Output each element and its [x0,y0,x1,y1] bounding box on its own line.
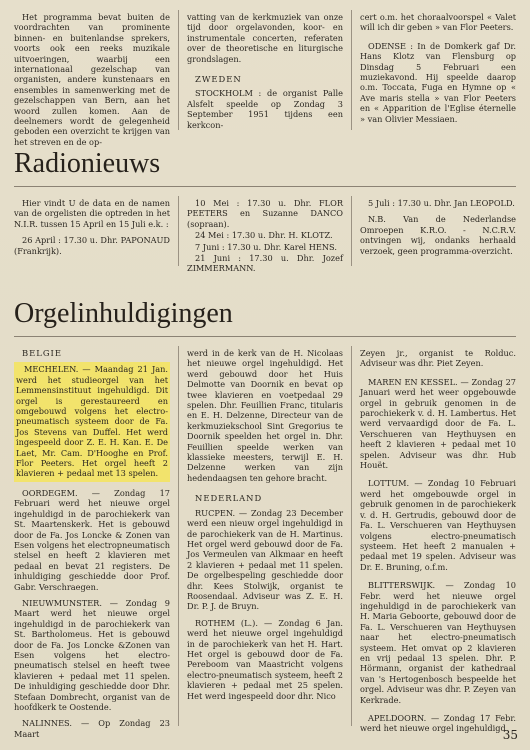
radio-column-2 [187,198,343,278]
radio-item: 24 Mei : 17.30 u. Dhr. H. KLOTZ. [195,230,333,241]
orgel-column-1 [14,348,170,743]
section-rule [14,186,516,187]
section-heading-radionieuws: Radionieuws [14,148,161,179]
top-column-2 [187,12,343,134]
orgel-entry: NALINNES. — Op Zondag 23 Maart [14,718,170,739]
radio-item: 7 Juni : 17.30 u. Dhr. Karel HENS. [195,241,337,252]
section-rule [14,336,516,337]
orgel-entry: MAREN EN KESSEL. — Zondag 27 Januari werd het weer opgebouwde orgel in gebruik genomen in de parochiekerk v. d. H. Lambertus. Het werd vervaardigd door de Fa. L. Verschueren van Heythuysen en heeft 2 klavieren + pedaal met 10 spelen. Adviseur was dhr. Hub Houët. [360,376,516,471]
country-heading-belgie: BELGIE [22,348,62,358]
highlighted-paragraph: MECHELEN. — Maandag 21 Jan. werd het studieorgel van het Lemmensinstituut ingehuldigd. Dit orgel is gerestaureerd en omgebouwd volgens het electro-pneumatisch systeem door de Fa. Jos Stevens van Duffel. Het werd ingespeeld door Z. E. H. Kan. E. De Laet, Mr. Cam. D'Hooghe en Prof. Flor Peeters. Het orgel heeft 2 klavieren + pedaal met 13 spelen. [14,362,170,481]
orgel-column-3 [360,348,516,738]
orgel-entry: LOTTUM. — Zondag 10 Februari werd het omgebouwde orgel in gebruik genomen in de parochiekerk v. d. H. Gertrudis, gebouwd door de Fa. L. Verschueren van Heythuysen volgens electro-pneumatisch systeem. Het heeft 2 manualen + pedaal met 19 spelen. Adviseur was Dr. E. Bruning, o.f.m. [360,478,516,572]
column-rule [351,346,352,726]
orgel-entry: OORDEGEM. — Zondag 17 Februari werd het nieuwe orgel ingehuldigd in de parochiekerk van St. Maartenskerk. Het is gebouwd door de Fa. Jos Loncke & Zonen van Esen volgens het electropneumatisch stelsel en heeft 2 klavieren met pedaal en bevat 21 registers. De inhuldiging geschiedde door Prof. Gabr. Verschraegen. [14,487,170,592]
top-column-1 [14,12,170,151]
radio-item: 10 Mei : 17.30 u. Dhr. FLOR PEETERS en Suzanne DANCO (sopraan). [187,198,343,229]
column-rule [178,10,179,130]
top-col2-paragraph-2: STOCKHOLM : de organist Palle Alsfelt speelde op Zondag 3 September 1951 tijdens een kerkcon- [187,88,343,130]
country-heading-zweden: ZWEDEN [195,74,242,85]
orgel-entry: BLITTERSWIJK. — Zondag 10 Febr. werd het nieuwe orgel ingehuldigd in de parochiekerk van H. Maria Geboorte, gebouwd door de Fa. L. Verschueren van Heythuysen naar het electro-pneumatisch systeem. Het omvat op 2 klavieren en vrij pedaal 13 spelen. Dhr. P. Hörmann, organist der kathedraal van 's Hertogenbosch bespeelde het orgel. Adviseur was dhr. P. Zeyen van Kerkrade. [360,580,516,705]
top-col3-paragraph: cert o.m. het choraalvoorspel « Valet will ich dir geben » van Flor Peeters. [360,12,516,33]
orgel-entry: RUCPEN. — Zondag 23 December werd een nieuw orgel ingehuldigd in de parochiekerk van de H. Martinus. Het orgel werd gebouwd door de Fa. Jos Vermeulen van Alkmaar en heeft 2 klavieren + pedaal met 11 spelen. De orgelbespeling geschiedde door dhr. Kees Stolwijk, organist te Roosendaal. Adviseur was Z. E. H. Dr. P. J. de Bruyn. [187,507,343,612]
section-heading-orgelinhuldigingen: Orgelinhuldigingen [14,298,233,329]
top-column-3 [360,12,516,128]
radio-item: 26 April : 17.30 u. Dhr. PAPONAUD (Frankrijk). [14,235,170,256]
radio-column-3 [360,198,516,260]
column-rule [351,196,352,266]
top-col3-paragraph-2: ODENSE : In de Domkerk gaf Dr. Hans Klotz van Flensburg op Dinsdag 5 Februari een muziekavond. Hij speelde daarop o.m. Toccata, Fuga en Hymne op « Ave maris stella » van Flor Peeters en « Apparition de l'Eglise éternelle » van Olivier Messiaen. [360,40,516,124]
top-col2-paragraph: vatting van de kerkmuziek van onze tijd door orgelavonden, koor- en instrumentale concerten, referaten over de theoretische en liturgische grondslagen. [187,12,343,64]
top-col1-paragraph: Het programma bevat buiten de voordrachten van prominente binnen- en buitenlandse sprekers, voorts ook een reeks muzikale uitvoeringen, waarbij een internationaal gezelschap van organisten, andere kunstenaars en ensembles in samenwerking met de gezelschappen van Bern, aan het woord zullen komen. Aan de deelnemers wordt de gelegenheid geboden een overzicht te krijgen van het streven en de op- [14,12,170,147]
page-number: 35 [502,728,518,742]
radio-note: N.B. Van de Nederlandse Omroepen K.R.O. - N.C.R.V. ontvingen wij, ondanks herhaald verzoek, geen programma-overzicht. [360,214,516,256]
radio-item: 21 Juni : 17.30 u. Dhr. Jozef ZIMMERMANN. [187,253,343,274]
orgel-entry: Zeyen jr., organist te Rolduc. Adviseur was dhr. Piet Zeyen. [360,348,516,369]
radio-column-1 [14,198,170,260]
country-heading-nederland: NEDERLAND [195,493,263,504]
orgel-entry: werd in de kerk van de H. Nicolaas het nieuwe orgel ingehuldigd. Het werd gebouwd door het Huis Delmotte van Doornik en bevat op twee klavieren en voetpedaal 29 spelen. Dhr. Feuillien Franc, titularis en E. H. Delzenne, Directeur van de kerkmuziekschool Sint Gregorius te Doornik speelden het orgel in. Dhr. Feuillien speelde werken van klassieke meesters, terwijl E. H. Delzenne werken van zijn hedendaagsen ten gehore bracht. [187,348,343,483]
orgel-column-2 [187,348,343,705]
radio-item: 5 Juli : 17.30 u. Dhr. Jan LEOPOLD. [368,198,515,208]
radio-intro: Hier vindt U de data en de namen van de orgelisten die optreden in het N.I.R. tussen 15 April en 15 Juli e.k. : [14,198,170,229]
orgel-entry: APELDOORN. — Zondag 17 Febr. werd het nieuwe orgel ingehuldigd [360,713,516,734]
orgel-entry: ROTHEM (L.). — Zondag 6 Jan. werd het nieuwe orgel ingehuldigd in de parochiekerk van het H. Hart. Het orgel is gebouwd door de Fa. Pereboom van Maastricht volgens electro-pneumatisch systeem, heeft 2 klavieren + pedaal met 25 spelen. Het werd ingespeeld door dhr. Nico [187,617,343,701]
orgel-entry: NIEUWMUNSTER. — Zondag 9 Maart werd het nieuwe orgel ingehuldigd in de parochiekerk van St. Bartholomeus. Het is gebouwd door de Fa. Jos Loncke &Zonen van Esen volgens het electro-pneumatisch stelsel en heeft twee klavieren + pedaal met 11 spelen. De inhuldiging geschiedde door Dhr. Stefaan Dombrecht, organist van de hoofdkerk te Oostende. [14,597,170,712]
column-rule [178,346,179,726]
column-rule [351,10,352,130]
column-rule [178,196,179,266]
